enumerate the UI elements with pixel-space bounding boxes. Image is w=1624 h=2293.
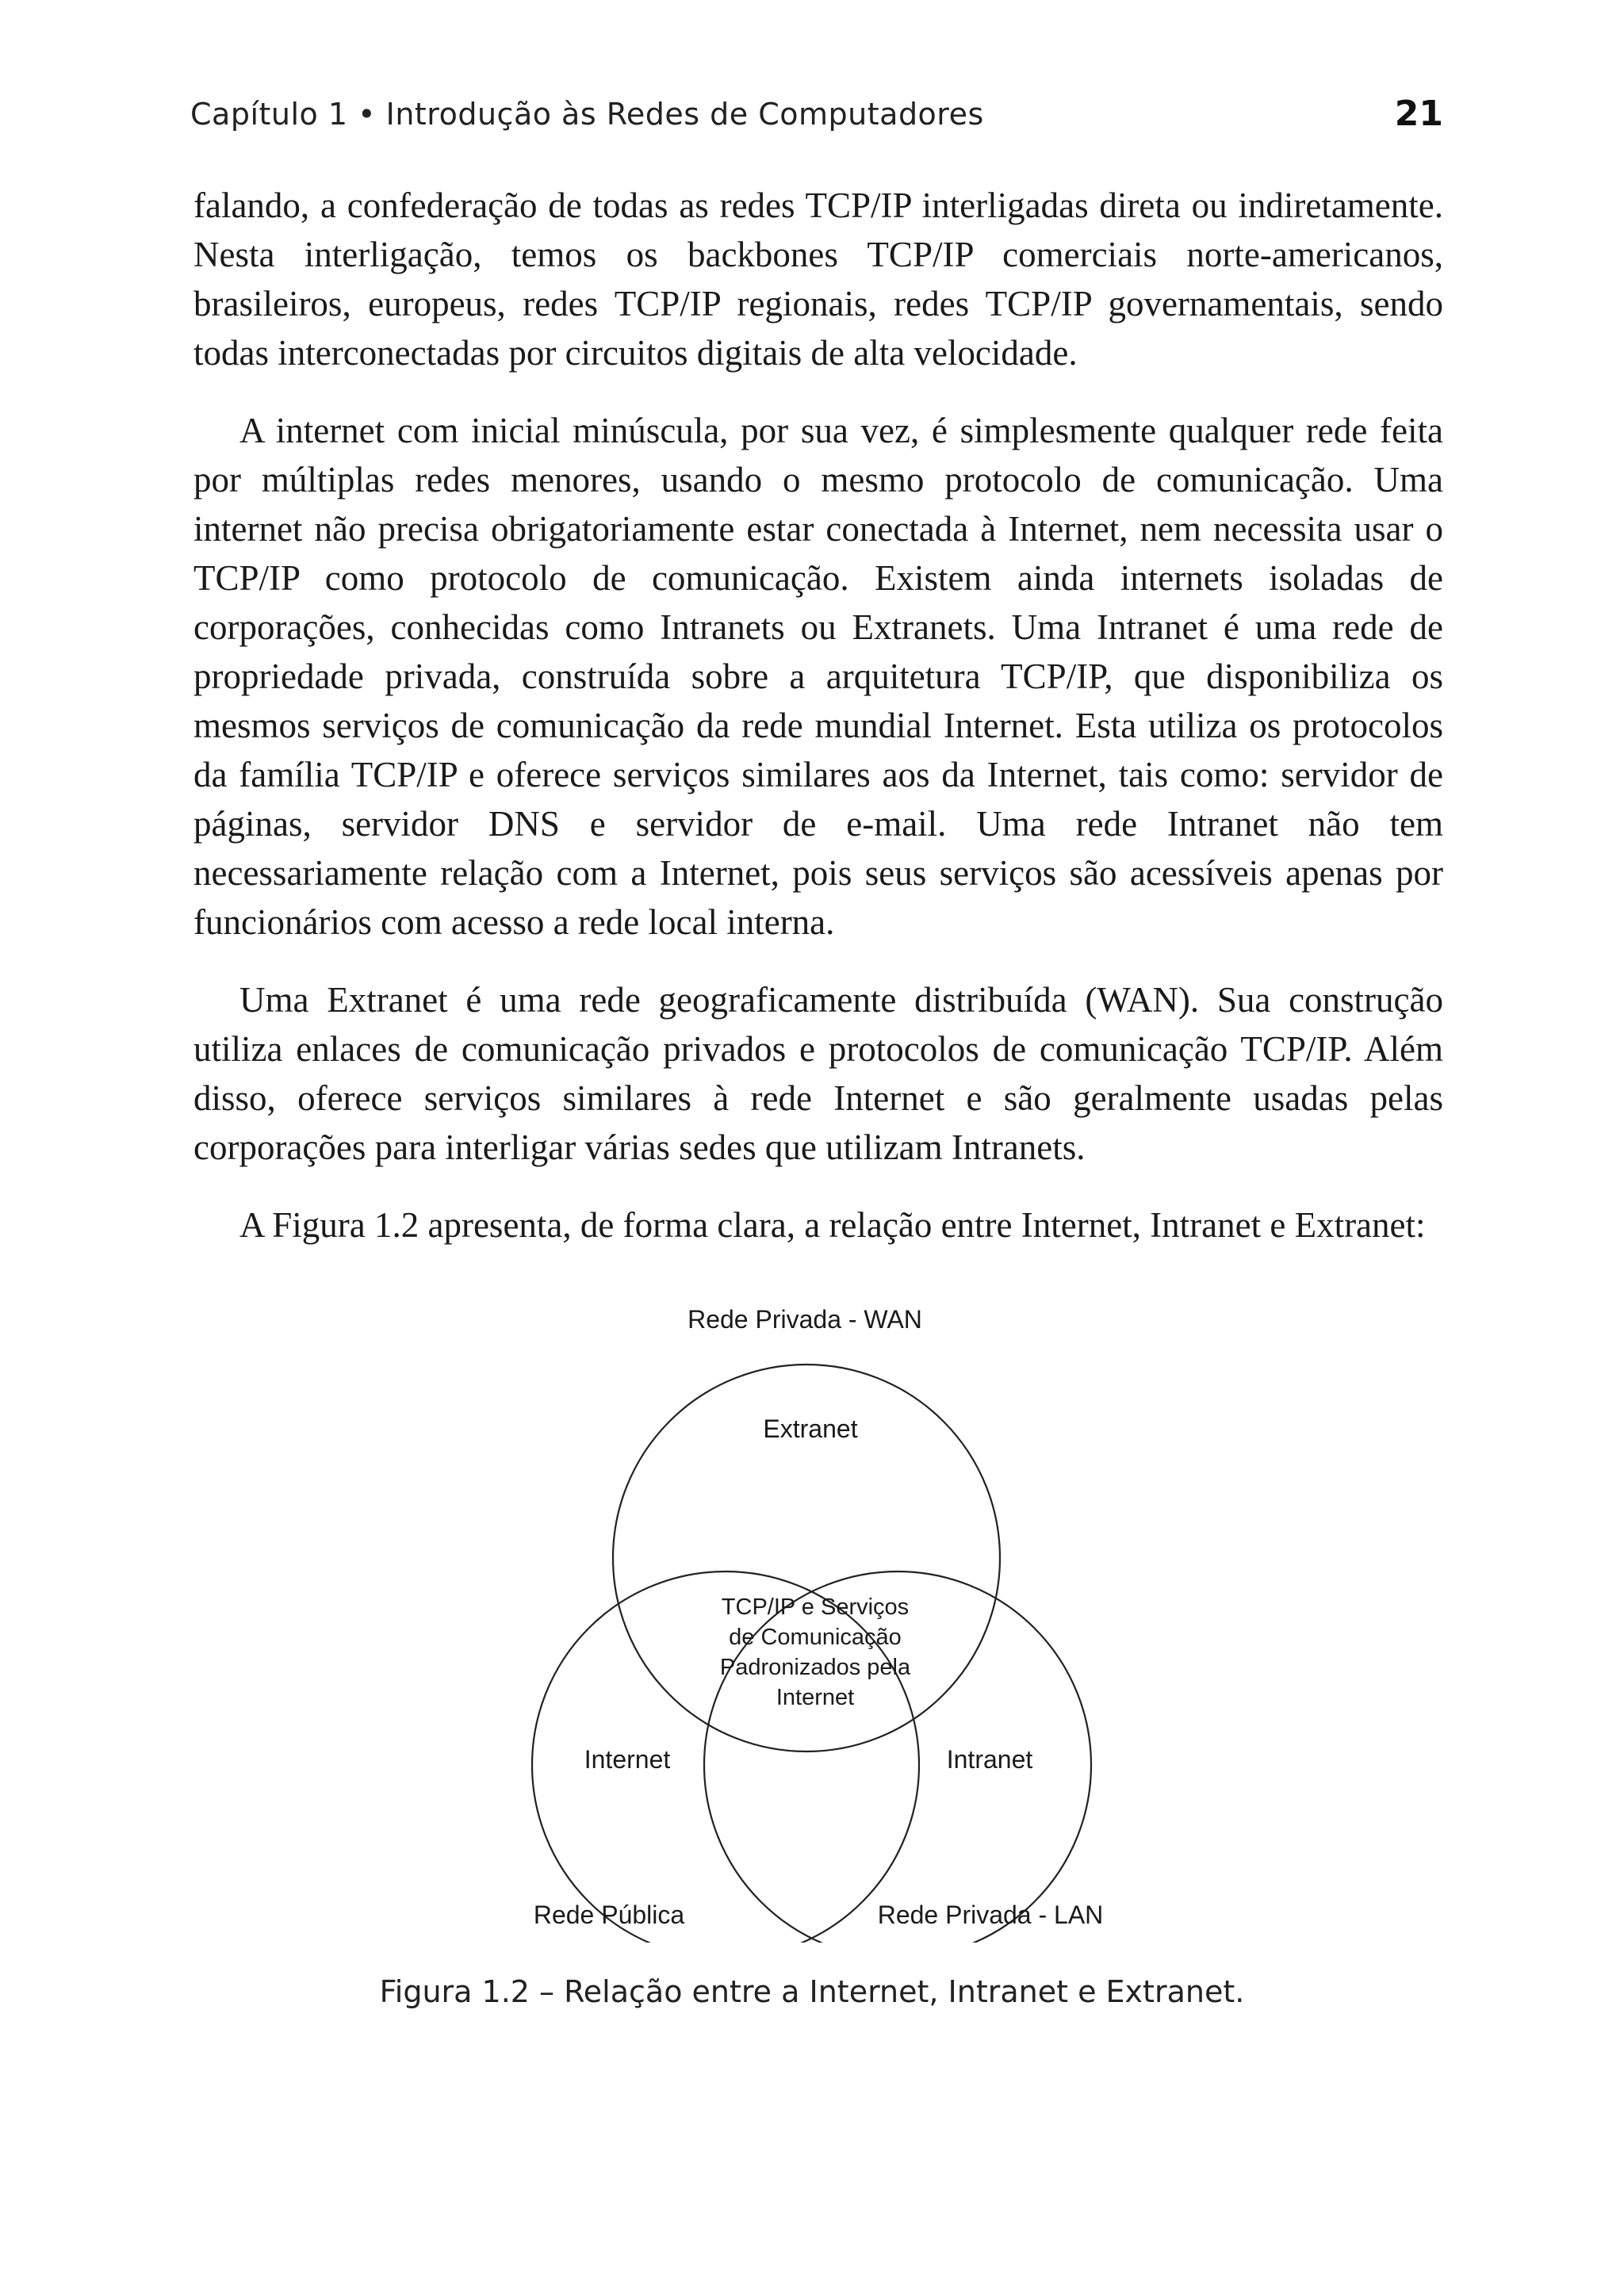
- running-title: Capítulo 1 • Introdução às Redes de Computadores: [190, 97, 984, 132]
- figure-caption: Figura 1.2 – Relação entre a Internet, Intranet e Extranet.: [379, 1974, 1245, 2009]
- venn-diagram-figure: [476, 1292, 1126, 1943]
- label-center-line-1: TCP/IP e Serviços: [721, 1594, 910, 1620]
- label-rede-publica: Rede Pública: [533, 1901, 685, 1929]
- label-rede-privada-lan: Rede Privada - LAN: [877, 1901, 1104, 1929]
- page-number: 21: [1394, 94, 1443, 134]
- label-center-line-2: de Comunicação: [729, 1625, 902, 1650]
- label-extranet: Extranet: [763, 1414, 858, 1443]
- paragraph-4: A Figura 1.2 apresenta, de forma clara, a relação entre Internet, Intranet e Extranet:: [239, 1205, 1426, 1245]
- label-center-line-4: Internet: [776, 1685, 855, 1710]
- label-rede-privada-wan: Rede Privada - WAN: [688, 1305, 922, 1334]
- running-header: [190, 94, 1443, 144]
- label-intranet: Intranet: [946, 1745, 1033, 1774]
- paragraph-3: Uma Extranet é uma rede geograficamente distribuída (WAN). Sua construção utiliza enlaces de comunicação privados e protocolos de comunicação TCP/IP. Além disso, oferece serviços similares à rede Internet e são geralmente usadas pelas corporações para interligar várias sedes que utilizam Intranets.: [193, 980, 1443, 1167]
- body-text: [193, 181, 1443, 1278]
- paragraph-1: falando, a confederação de todas as redes TCP/IP interligadas direta ou indiretamente. Nesta interligação, temos os backbones TCP/IP comerciais norte-americanos, brasileiros, europeus, redes TCP/IP regionais, redes TCP/IP governamentais, sendo todas interconectadas por circuitos digitais de alta velocidade.: [193, 186, 1443, 373]
- label-center-line-3: Padronizados pela: [719, 1655, 911, 1680]
- paragraph-2: A internet com inicial minúscula, por sua vez, é simplesmente qualquer rede feita por múltiplas redes menores, usando o mesmo protocolo de comunicação. Uma internet não precisa obrigatoriamente estar conectada à Internet, nem necessita usar o TCP/IP como protocolo de comunicação. Existem ainda internets isoladas de corporações, conhecidas como Intranets ou Extranets. Uma Intranet é uma rede de propriedade privada, construída sobre a arquitetura TCP/IP, que disponibiliza os mesmos serviços de comunicação da rede mundial Internet. Esta utiliza os protocolos da família TCP/IP e oferece serviços similares aos da Internet, tais como: servidor de páginas, servidor DNS e servidor de e-mail. Uma rede Intranet não tem necessariamente relação com a Internet, pois seus serviços são acessíveis apenas por funcionários com acesso a rede local interna.: [193, 411, 1443, 942]
- label-internet: Internet: [584, 1745, 671, 1774]
- venn-diagram: [476, 1292, 1126, 1943]
